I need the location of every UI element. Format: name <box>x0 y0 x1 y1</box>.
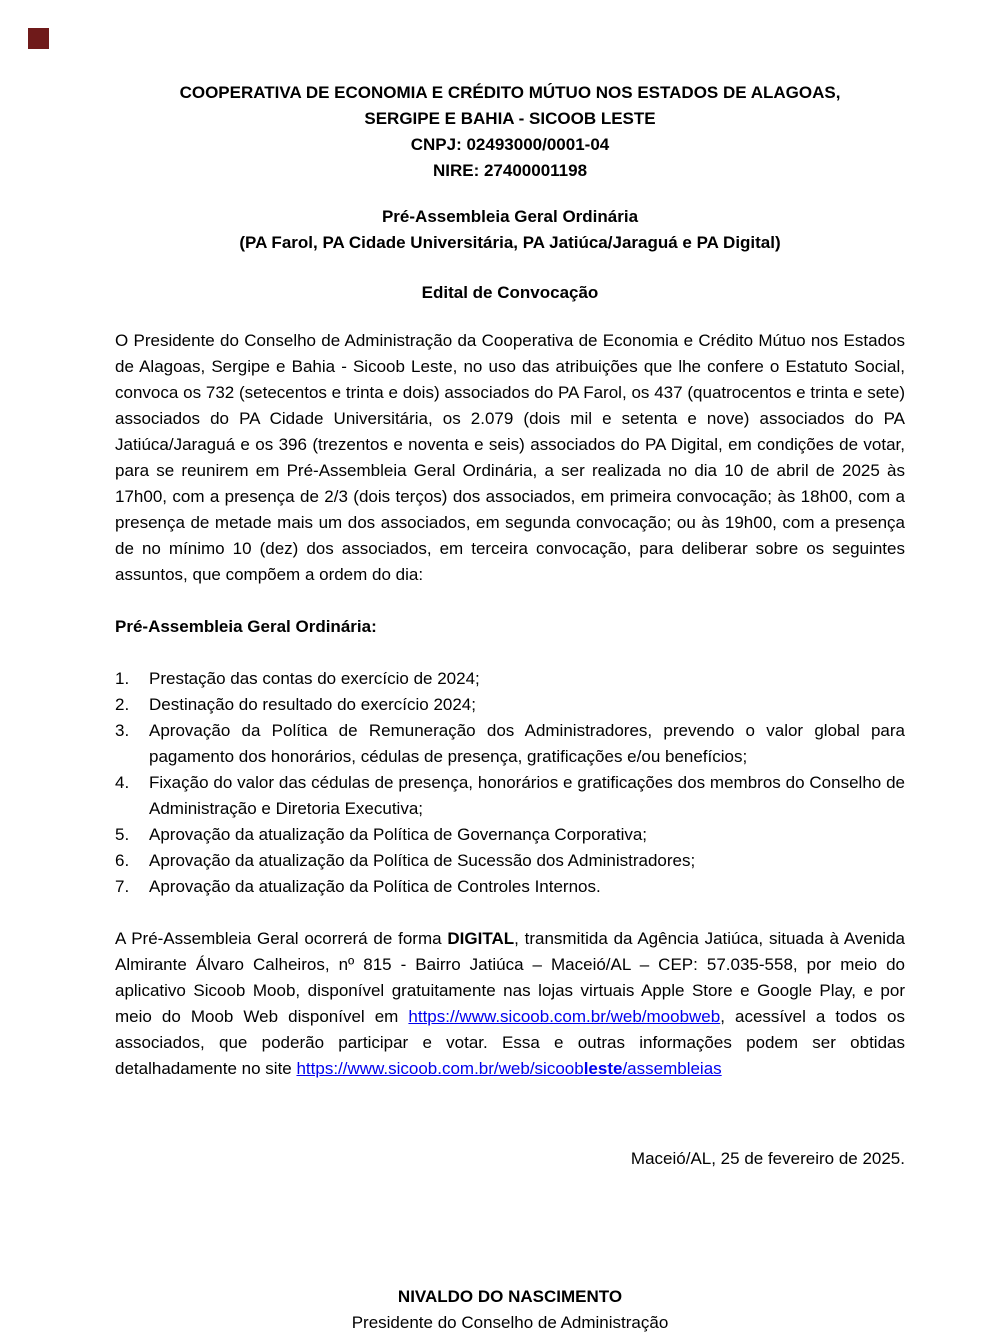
agenda-heading: Pré-Assembleia Geral Ordinária: <box>115 617 377 636</box>
signature-block <box>115 1284 905 1336</box>
hyperlink[interactable]: https://www.sicoob.com.br/web/moobweb <box>408 1007 721 1026</box>
text-segment: , transmitida da Agência Jatiúca, situada à Avenida Almirante Álvaro Calheiros, nº 815 - Bairro Jatiúca – Maceió/AL – CEP: 57.035-558, por meio do aplicativo Sicoob Moob, disponível gratuitamente nas lojas virtuais Apple Store e Google Play, e por meio do Moob Web disponível em <box>115 929 905 1026</box>
document-subtitle <box>115 204 905 256</box>
agenda-item-text: Destinação do resultado do exercício 2024; <box>149 695 476 714</box>
agenda-item-number: 7. <box>115 877 130 896</box>
subtitle-line-2: (PA Farol, PA Cidade Universitária, PA Jatiúca/Jaraguá e PA Digital) <box>239 233 781 252</box>
header-title-line-1: COOPERATIVA DE ECONOMIA E CRÉDITO MÚTUO NOS ESTADOS DE ALAGOAS, <box>179 83 841 102</box>
agenda-item-text: Aprovação da atualização da Política de Sucessão dos Administradores; <box>149 851 696 870</box>
text-segment: A Pré-Assembleia Geral ocorrerá de forma <box>115 929 448 948</box>
agenda-item-number: 5. <box>115 825 130 844</box>
hyperlink[interactable]: /assembleias <box>622 1059 722 1078</box>
agenda-item <box>115 718 905 770</box>
agenda-item-text: Fixação do valor das cédulas de presença, honorários e gratificações dos membros do Conselho de Administração e Diretoria Executiva; <box>149 773 905 818</box>
date-line: Maceió/AL, 25 de fevereiro de 2025. <box>630 1149 905 1168</box>
text-segment: , acessível a todos os associados, que poderão participar e votar. Essa e outras informações podem ser obtidas detalhadamente no site <box>115 1007 906 1078</box>
text-segment: DIGITAL <box>447 929 515 948</box>
agenda-item-text: Aprovação da atualização da Política de Governança Corporativa; <box>149 825 648 844</box>
header-title-line-2: SERGIPE E BAHIA - SICOOB LESTE <box>364 109 656 128</box>
document-header <box>115 80 905 184</box>
agenda-item <box>115 874 905 900</box>
corner-mark <box>28 28 49 49</box>
agenda-item <box>115 848 905 874</box>
header-cnpj: CNPJ: 02493000/0001-04 <box>410 135 610 154</box>
agenda-item-text: Aprovação da atualização da Política de Controles Internos. <box>149 877 601 896</box>
agenda-item-number: 2. <box>115 695 130 714</box>
hyperlink[interactable]: https://www.sicoob.com.br/web/sicoob <box>296 1059 584 1078</box>
agenda-item-number: 6. <box>115 851 130 870</box>
agenda-item <box>115 666 905 692</box>
signature-title: Presidente do Conselho de Administração <box>351 1313 669 1332</box>
agenda-item-number: 1. <box>115 669 130 688</box>
agenda-item <box>115 770 905 822</box>
agenda-item <box>115 692 905 718</box>
hyperlink[interactable]: leste <box>583 1059 623 1078</box>
agenda-item-text: Aprovação da Política de Remuneração dos Administradores, prevendo o valor global para pagamento dos honorários, cédulas de presença, gratificações e/ou benefícios; <box>149 721 905 766</box>
paragraph-convocation: O Presidente do Conselho de Administração da Cooperativa de Economia e Crédito Mútuo nos Estados de Alagoas, Sergipe e Bahia - Sicoob Leste, no uso das atribuições que lhe confere o Estatuto Social, convoca os 732 (setecentos e trinta e dois) associados do PA Farol, os 437 (quatrocentos e trinta e sete) associados do PA Cidade Universitária, os 2.079 (dois mil e setenta e nove) associados do PA Jatiúca/Jaraguá e os 396 (trezentos e noventa e seis) associados do PA Digital, em condições de votar, para se reunirem em Pré-Assembleia Geral Ordinária, a ser realizada no dia 10 de abril de 2025 às 17h00, com a presença de 2/3 (dois terços) dos associados, em primeira convocação; às 18h00, com a presença de metade mais um dos associados, em segunda convocação; ou às 19h00, com a presença de no mínimo 10 (dez) dos associados, em terceira convocação, para deliberar sobre os seguintes assuntos, que compõem a ordem do dia: <box>115 331 905 584</box>
signature-name: NIVALDO DO NASCIMENTO <box>397 1287 623 1306</box>
subtitle-line-1: Pré-Assembleia Geral Ordinária <box>381 207 639 226</box>
agenda-item-number: 4. <box>115 773 130 792</box>
paragraph-digital-info <box>115 926 905 1082</box>
agenda-item-text: Prestação das contas do exercício de 2024; <box>149 669 480 688</box>
agenda-list <box>115 666 905 900</box>
section-title: Edital de Convocação <box>421 283 599 302</box>
header-nire: NIRE: 27400001198 <box>432 161 588 180</box>
agenda-item-number: 3. <box>115 721 130 740</box>
agenda-item <box>115 822 905 848</box>
